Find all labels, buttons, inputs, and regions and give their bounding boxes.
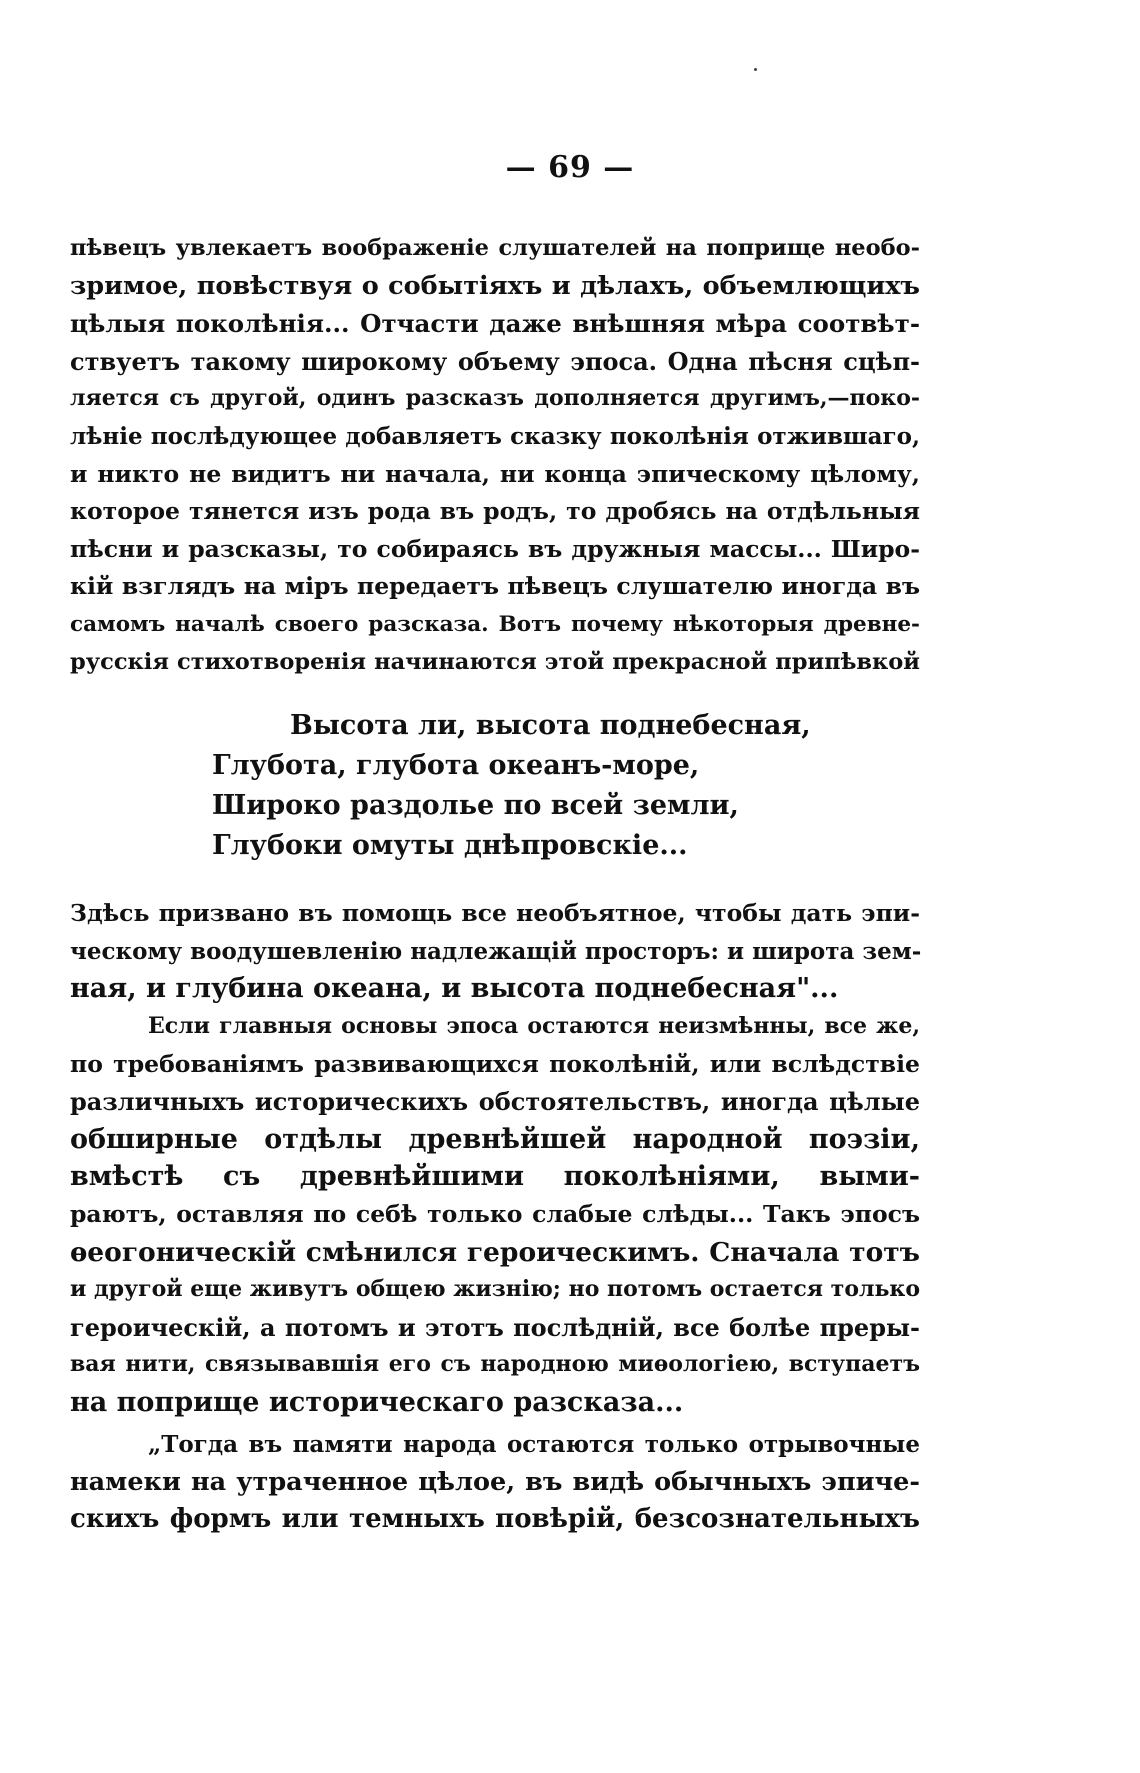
text-line: Здѣсь призвано въ помощь все необъятное, чтобы дать эпи- bbox=[70, 899, 920, 927]
text-line: и никто не видитъ ни начала, ни конца эпическому цѣлому, bbox=[70, 459, 920, 488]
text-line: пѣвецъ увлекаетъ воображеніе слушателей на поприще необо- bbox=[70, 235, 920, 261]
text-line: на поприще историческаго разсказа... bbox=[70, 1386, 684, 1418]
text-line: зримое, повѣствуя о событіяхъ и дѣлахъ, объемлющихъ bbox=[70, 270, 920, 301]
paragraph-4 bbox=[70, 1426, 920, 1539]
text-line: вая нити, связывавшія его съ народною миѳологіею, вступаетъ bbox=[70, 1351, 920, 1378]
verse-quotation bbox=[212, 706, 811, 866]
paragraph-1 bbox=[70, 230, 920, 681]
text-line: намеки на утраченное цѣлое, въ видѣ обычныхъ эпиче- bbox=[70, 1466, 920, 1497]
text-line: ная, и глубина океана, и высота поднебесная"... bbox=[70, 973, 839, 1005]
paper-speck bbox=[754, 68, 757, 71]
verse-line: Широко раздолье по всей земли, bbox=[212, 790, 739, 821]
text-line: которое тянется изъ рода въ родъ, то дробясь на отдѣльныя bbox=[70, 497, 920, 526]
text-line: ѳеогоническій смѣнился героическимъ. Сначала тотъ bbox=[70, 1236, 920, 1268]
text-line: самомъ началѣ своего разсказа. Вотъ почему нѣкоторыя древне- bbox=[70, 611, 920, 637]
paragraph-3 bbox=[70, 1008, 920, 1422]
verse-line: Высота ли, высота поднебесная, bbox=[290, 710, 811, 741]
text-line: скихъ формъ или темныхъ повѣрій, безсознательныхъ bbox=[70, 1504, 920, 1535]
text-line: героическій, а потомъ и этотъ послѣдній, все болѣе преры- bbox=[70, 1312, 920, 1342]
paragraph-2 bbox=[70, 895, 920, 1008]
text-line: ческому воодушевленію надлежащій просторъ: и широта зем- bbox=[70, 937, 922, 965]
page-number: — 69 — bbox=[505, 150, 635, 185]
text-line: лѣніе послѣдующее добавляетъ сказку поколѣнія отжившаго, bbox=[70, 422, 920, 450]
text-line: обширные отдѣлы древнѣйшей народной поэзіи, bbox=[70, 1123, 920, 1155]
text-line: и другой еще живутъ общею жизнію; но потомъ остается только bbox=[70, 1276, 920, 1303]
verse-line: Глубота, глубота океанъ-море, bbox=[212, 750, 700, 781]
verse-line: Глубоки омуты днѣпровскіе... bbox=[212, 830, 688, 861]
text-line: ляется съ другой, одинъ разсказъ дополняется другимъ,—поко- bbox=[70, 385, 920, 412]
text-line: различныхъ историческихъ обстоятельствъ, иногда цѣлые bbox=[70, 1087, 920, 1117]
text-line: русскія стихотворенія начинаются этой прекрасной припѣвкой bbox=[70, 648, 920, 675]
text-line: вмѣстѣ съ древнѣйшими поколѣніями, выми- bbox=[70, 1161, 920, 1193]
text-line: „Тогда въ памяти народа остаются только отрывочные bbox=[148, 1431, 920, 1458]
text-line: пѣсни и разсказы, то собираясь въ дружныя массы... Широ- bbox=[70, 534, 920, 563]
text-line: по требованіямъ развивающихся поколѣній, или вслѣдствіе bbox=[70, 1049, 920, 1078]
text-line: Если главныя основы эпоса остаются неизмѣнны, все же, bbox=[148, 1013, 920, 1039]
text-line: раютъ, оставляя по себѣ только слабые слѣды... Такъ эпосъ bbox=[70, 1199, 920, 1228]
text-line: цѣлыя поколѣнія... Отчасти даже внѣшняя мѣра соотвѣт- bbox=[70, 309, 920, 339]
text-line: ствуетъ такому широкому объему эпоса. Одна пѣсня сцѣп- bbox=[70, 346, 920, 376]
text-line: кій взглядъ на міръ передаетъ пѣвецъ слушателю иногда въ bbox=[70, 572, 920, 601]
